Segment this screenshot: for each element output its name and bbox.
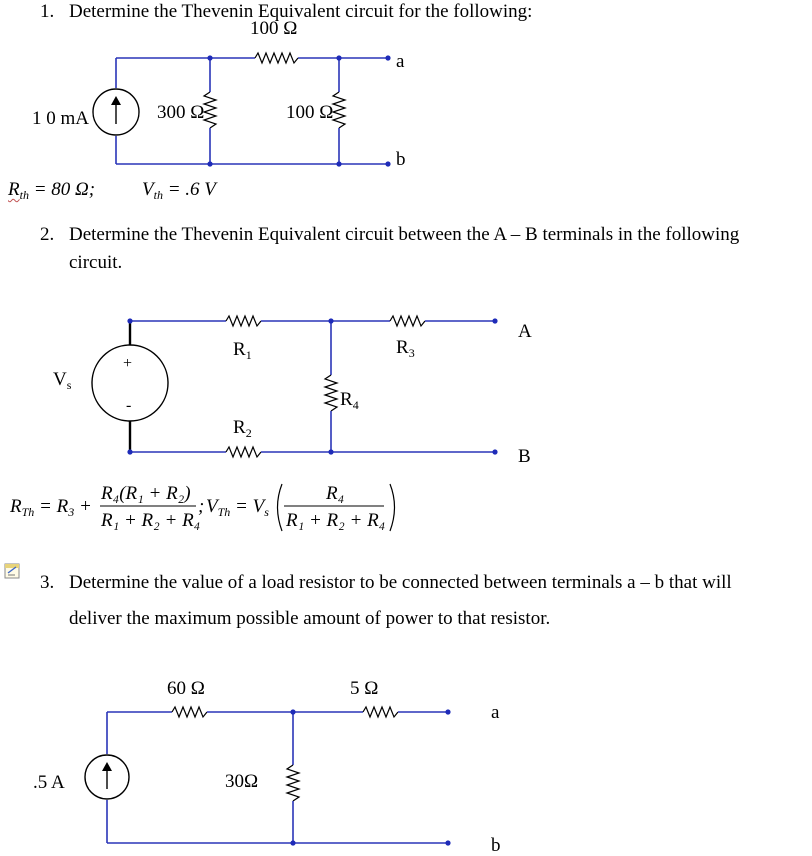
q2-terminal-b: B (518, 446, 531, 467)
q2-resistor-r4 (325, 375, 337, 411)
q1-number: 1. (40, 1, 55, 22)
q2-resistor-r1 (226, 316, 261, 326)
q2-minus-sign: - (126, 397, 132, 414)
q2-resistor-r3 (390, 316, 425, 326)
q1-resistor-left-label: 300 Ω (157, 102, 205, 123)
formula-vth-numerator: R₄ (326, 483, 345, 504)
formula-vth-lhs: $V_{Th} = V_s$ (206, 496, 269, 519)
q1-resistor-left (204, 92, 216, 128)
q2-plus-sign: + (123, 355, 133, 372)
q3-resistor-5 (363, 707, 398, 717)
q2-number: 2. (40, 224, 55, 245)
arrow-up-icon (111, 96, 121, 105)
q3-resistor-5-label: 5 Ω (350, 678, 379, 699)
q3-text-line2: deliver the maximum possible amount of power to that resistor. (69, 608, 551, 629)
q2-r2-label: $R_2$ (233, 417, 252, 440)
formula-rth-lhs: $R_{Th} = R_3$ + (10, 496, 92, 519)
q1-terminal-a: a (396, 51, 405, 72)
q3-number: 3. (40, 572, 55, 593)
q2-r4-label: $R_4$ (340, 389, 359, 412)
formula-separator: ; (198, 496, 205, 517)
q1-text: Determine the Thevenin Equivalent circuit for the following: (69, 1, 533, 22)
q2-resistor-r2 (226, 447, 261, 457)
q3-circuit (85, 707, 451, 846)
q1-circuit (93, 53, 391, 167)
arrow-up-icon (102, 762, 112, 771)
q2-r1-label: $R_1$ (233, 339, 252, 362)
q1-answer-rth: $R_{th} = 80$ Ω; (8, 179, 96, 202)
q1-resistor-right-label: 100 Ω (286, 102, 334, 123)
q1-current-source-label: 1 0 mA (32, 108, 89, 129)
q1-answer-vth: $V_{th} = .6$ V (142, 179, 216, 202)
q2-r3-label: $R_3$ (396, 337, 415, 360)
q1-resistor-top (255, 53, 298, 63)
q3-resistor-30 (287, 765, 299, 801)
q2-circuit (92, 316, 498, 457)
q2-terminal-a: A (518, 321, 532, 342)
q3-terminal-b: b (491, 835, 501, 856)
q1-resistor-top-label: 100 Ω (250, 18, 298, 39)
formula-graphics (100, 484, 395, 531)
q2-text-line2: circuit. (69, 252, 123, 273)
q3-terminal-a: a (491, 702, 500, 723)
q3-resistor-30-label: 30Ω (225, 771, 259, 792)
q3-text-line1: Determine the value of a load resistor to be connected between terminals a – b that will (69, 572, 732, 593)
q3-resistor-60 (172, 707, 207, 717)
q3-resistor-60-label: 60 Ω (167, 678, 205, 699)
q2-voltage-source (92, 345, 168, 421)
q2-vs-label: $V_s$ (53, 369, 72, 392)
formula-vth-denominator: R₁ + R₂ + R₄ (286, 510, 386, 531)
q3-current-source-label: .5 A (33, 772, 65, 793)
formula-rth-denominator: R₁ + R₂ + R₄ (101, 510, 201, 531)
q2-text-line1: Determine the Thevenin Equivalent circuit between the A – B terminals in the following (69, 224, 740, 245)
q1-resistor-right (333, 92, 345, 128)
q1-terminal-b: b (396, 149, 406, 170)
formula-rth-numerator: R₄(R₁ + R₂) (101, 483, 191, 504)
